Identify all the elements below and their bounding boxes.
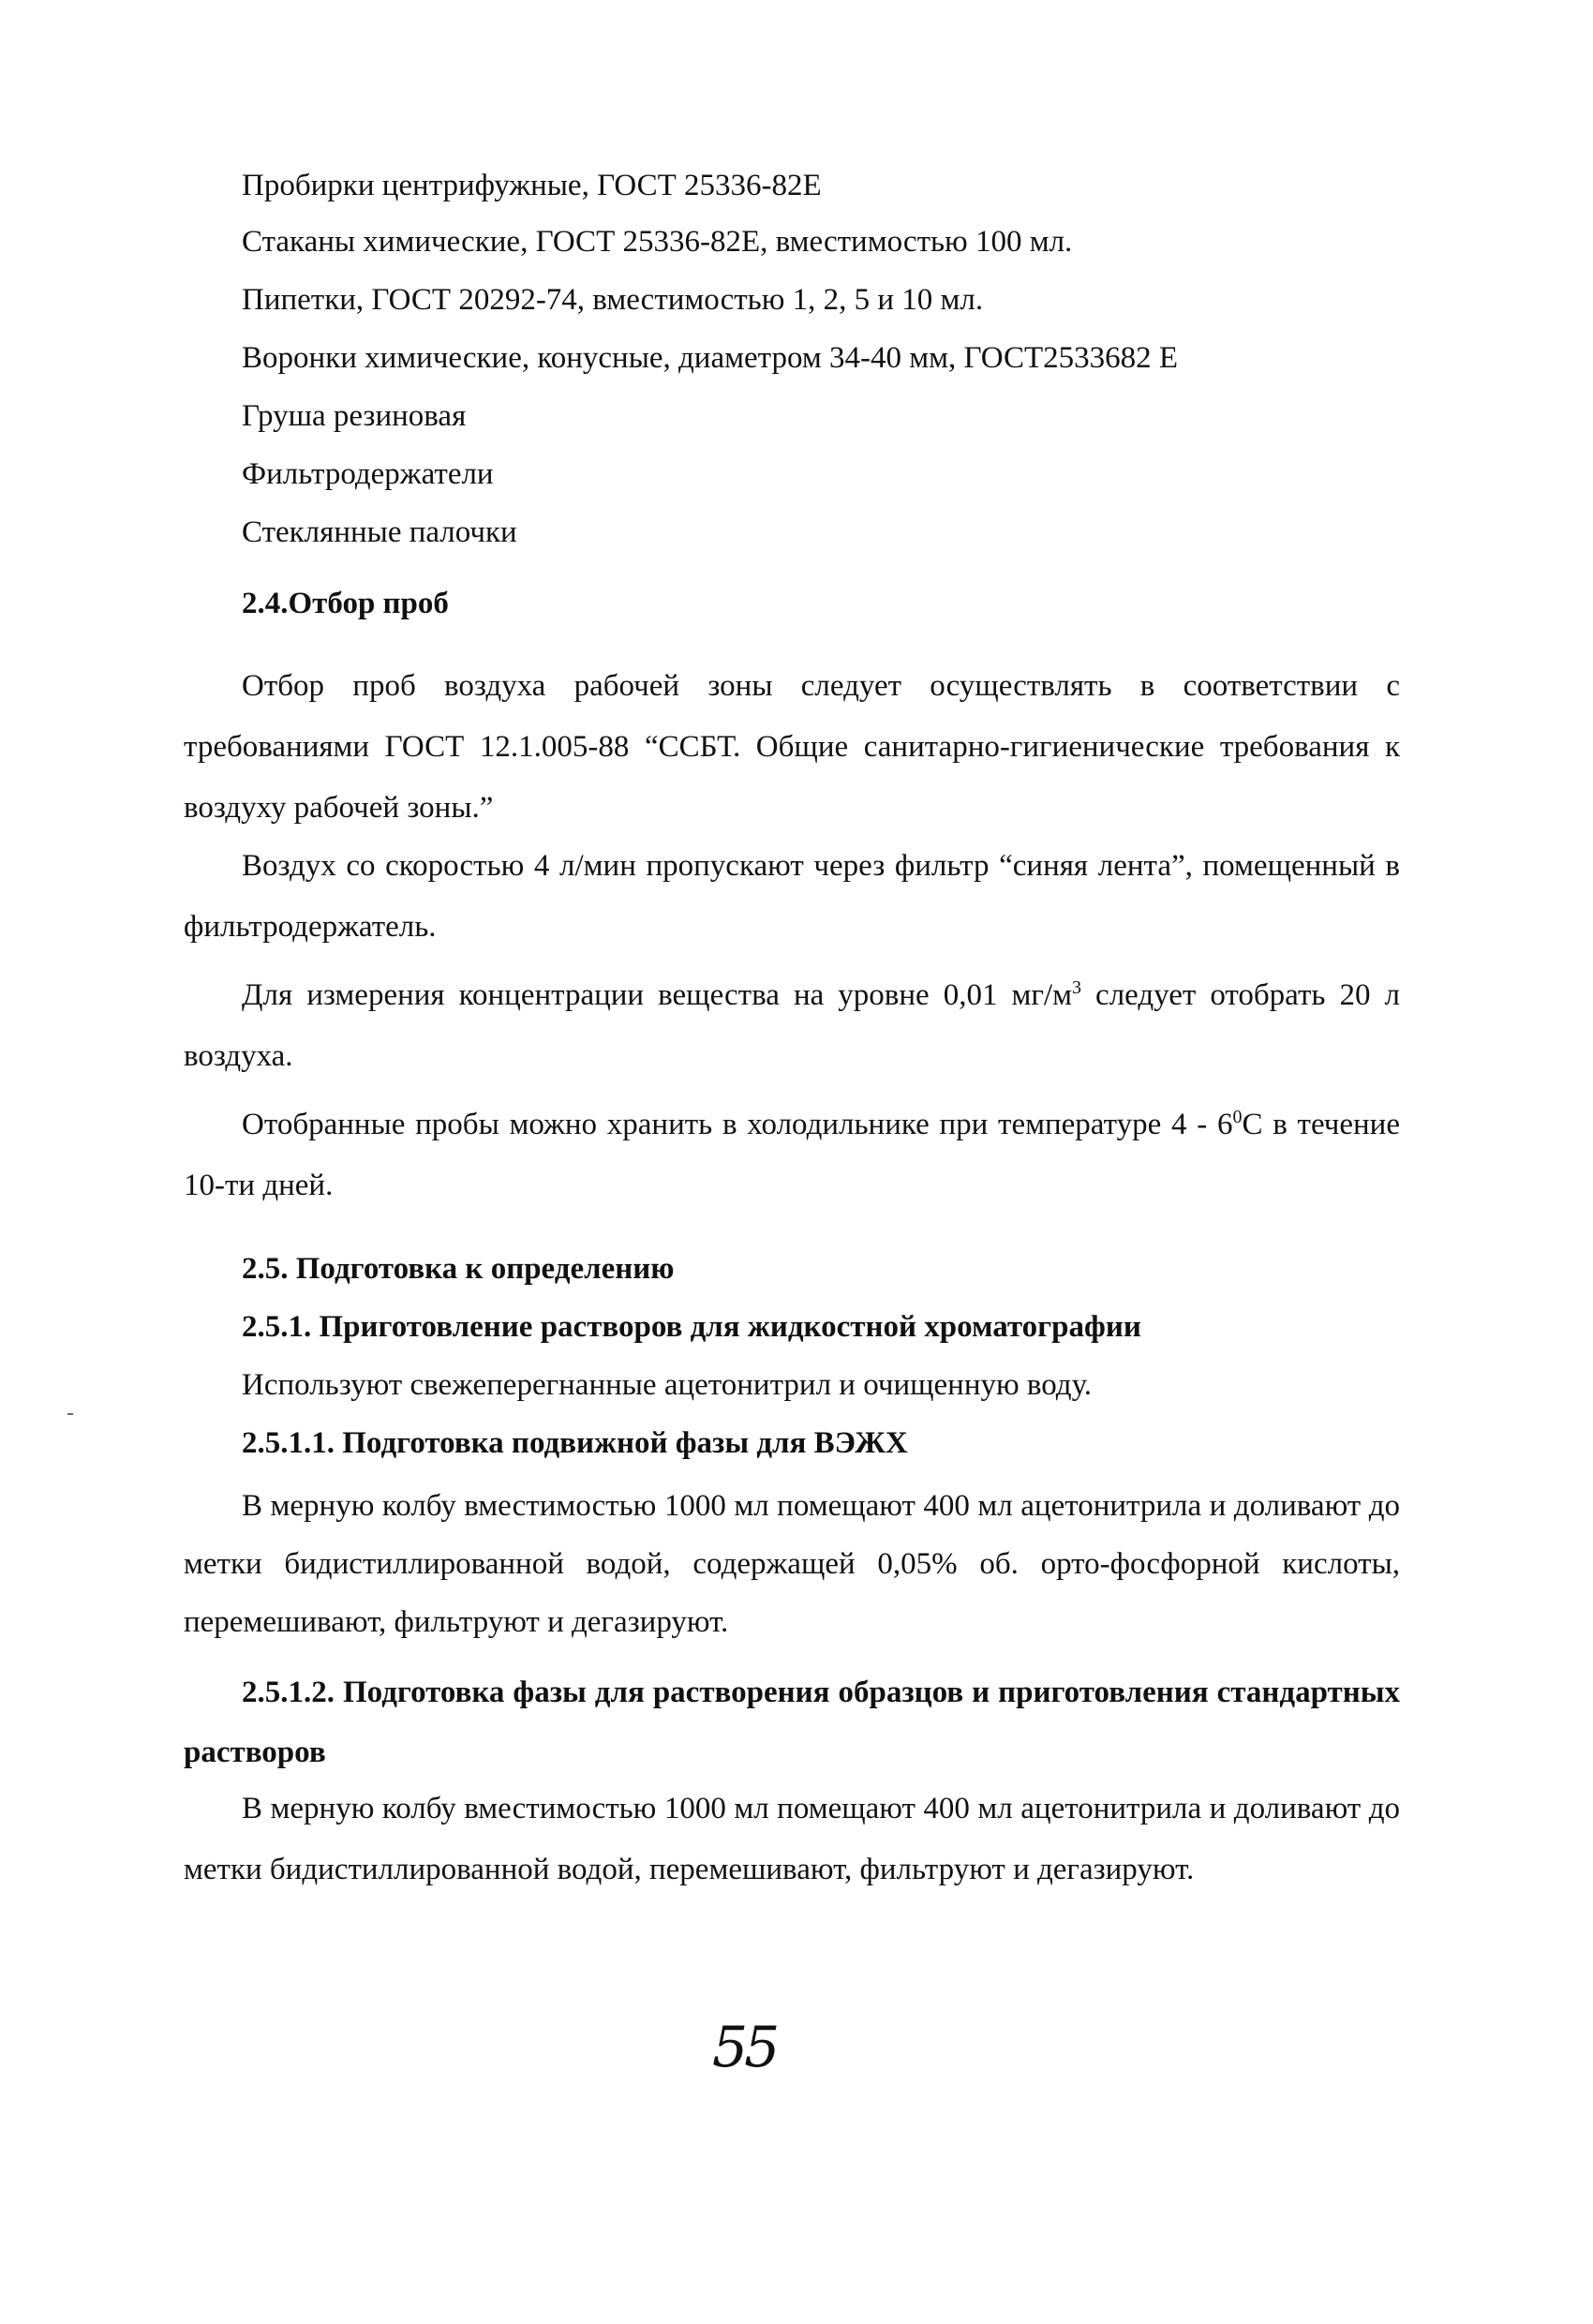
equipment-item: Груша резиновая	[242, 399, 467, 433]
measurement-text-before: Для измерения концентрации вещества на уровне 0,01 мг/м	[242, 978, 1072, 1012]
storage-superscript: 0	[1232, 1107, 1243, 1127]
section-heading-2-5-1-1: 2.5.1.1. Подготовка подвижной фазы для ВЭЖХ	[242, 1426, 908, 1460]
equipment-item: Стеклянные палочки	[242, 515, 517, 549]
equipment-item: Фильтродержатели	[242, 457, 494, 491]
paragraph-sampling-requirements: Отбор проб воздуха рабочей зоны следует осуществлять в соответствии с требованиями ГОСТ 12.1.005-88 “ССБТ. Общие санитарно-гигиенические требования к воздуху рабочей зоны.”	[184, 669, 1400, 825]
equipment-item: Стаканы химические, ГОСТ 25336-82Е, вместимостью 100 мл.	[242, 225, 1073, 259]
equipment-item: Пробирки центрифужные, ГОСТ 25336-82Е	[242, 169, 822, 202]
measurement-superscript: 3	[1072, 977, 1081, 998]
paragraph-storage	[184, 1087, 1400, 1216]
section-heading-2-5-1: 2.5.1. Приготовление растворов для жидкостной хроматографии	[242, 1310, 1141, 1344]
storage-text-after: С в течение 10-ти дней.	[184, 1108, 1400, 1202]
paragraph-air-flow: Воздух со скоростью 4 л/мин пропускают через фильтр “синяя лента”, помещенный в фильтродержатель.	[184, 849, 1400, 944]
equipment-item: Пипетки, ГОСТ 20292-74, вместимостью 1, 2, 5 и 10 мл.	[242, 283, 984, 317]
section-heading-2-5: 2.5. Подготовка к определению	[242, 1252, 675, 1286]
section-heading-2-5-1-2: 2.5.1.2. Подготовка фазы для растворения образцов и приготовления стандартных растворов	[184, 1676, 1400, 1769]
equipment-item: Воронки химические, конусные, диаметром 34-40 мм, ГОСТ2533682 Е	[242, 341, 1179, 375]
paragraph-measurement	[184, 958, 1400, 1087]
paragraph-mobile-phase: В мерную колбу вместимостью 1000 мл помещают 400 мл ацетонитрила и доливают до метки бидистиллированной водой, содержащей 0,05% об. орто-фосфорной кислоты, перемешивают, фильтруют и дегазируют.	[184, 1489, 1400, 1639]
scan-mark	[67, 1413, 73, 1415]
paragraph-sample-phase: В мерную колбу вместимостью 1000 мл помещают 400 мл ацетонитрила и доливают до метки бидистиллированной водой, перемешивают, фильтруют и дегазируют.	[184, 1792, 1400, 1886]
page-number: 55	[712, 2015, 777, 2080]
storage-text-before: Отобранные пробы можно хранить в холодильнике при температуре 4 - 6	[242, 1108, 1233, 1141]
measurement-text-after: следует отобрать 20 л воздуха.	[184, 978, 1400, 1073]
section-heading-2-4: 2.4.Отбор проб	[242, 587, 449, 620]
section-text-2-5-1: Используют свежеперегнанные ацетонитрил и очищенную воду.	[242, 1368, 1093, 1402]
